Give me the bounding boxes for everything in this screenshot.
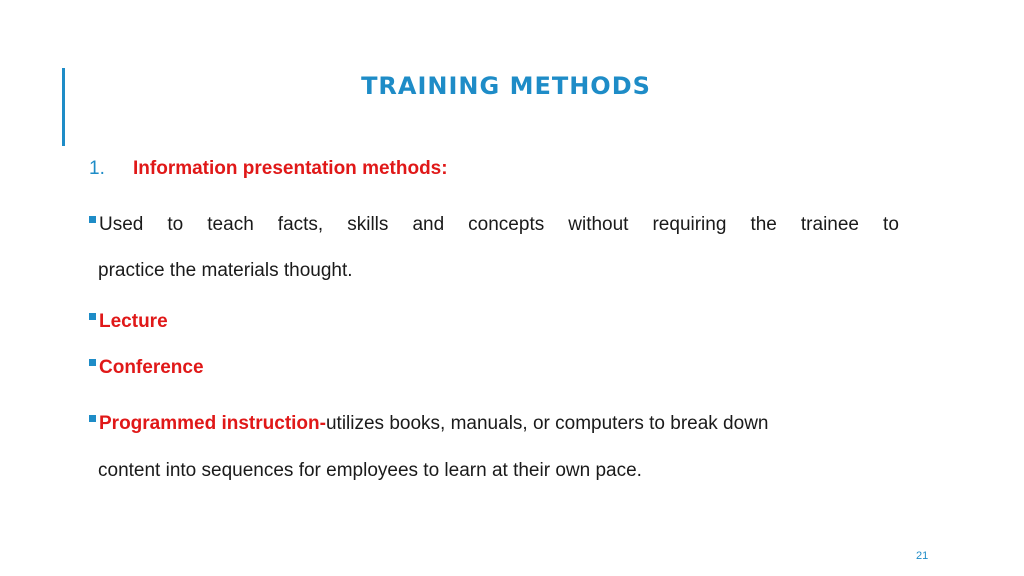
word: the <box>750 214 777 235</box>
word: to <box>167 214 184 235</box>
word: trainee <box>800 214 860 235</box>
word: requiring <box>652 214 727 235</box>
section-number: 1. <box>89 158 105 179</box>
word: to <box>883 214 899 235</box>
page-number: 21 <box>916 550 929 562</box>
square-bullet-icon <box>89 216 96 223</box>
bullet-programmed-line2: content into sequences for employees to learn at their own pace. <box>98 460 642 481</box>
square-bullet-icon <box>89 415 96 422</box>
word: facts, <box>277 214 324 235</box>
word: and <box>412 214 445 235</box>
bullet-programmed-label: Programmed instruction- <box>99 413 326 434</box>
bullet-lecture-label: Lecture <box>99 311 168 332</box>
bullet-item-lecture <box>89 311 168 333</box>
bullet-item-definition <box>89 214 899 236</box>
bullet-programmed-text: utilizes books, manuals, or computers to break down <box>325 413 769 434</box>
word: without <box>568 214 629 235</box>
bullet-item-programmed-instruction <box>89 413 768 435</box>
word: Used <box>99 214 144 235</box>
slide-title-text: TRAINING METHODS <box>361 72 651 100</box>
slide-title <box>0 72 1024 100</box>
square-bullet-icon <box>89 313 96 320</box>
word: teach <box>207 214 254 235</box>
word: skills <box>347 214 389 235</box>
bullet-item-conference <box>89 357 204 379</box>
bullet-definition-line2: practice the materials thought. <box>98 260 353 281</box>
section-heading <box>89 158 448 180</box>
word: concepts <box>468 214 545 235</box>
square-bullet-icon <box>89 359 96 366</box>
bullet-conference-label: Conference <box>99 357 204 378</box>
bullet-definition-line1 <box>99 214 899 236</box>
section-heading-text: Information presentation methods: <box>133 158 448 179</box>
